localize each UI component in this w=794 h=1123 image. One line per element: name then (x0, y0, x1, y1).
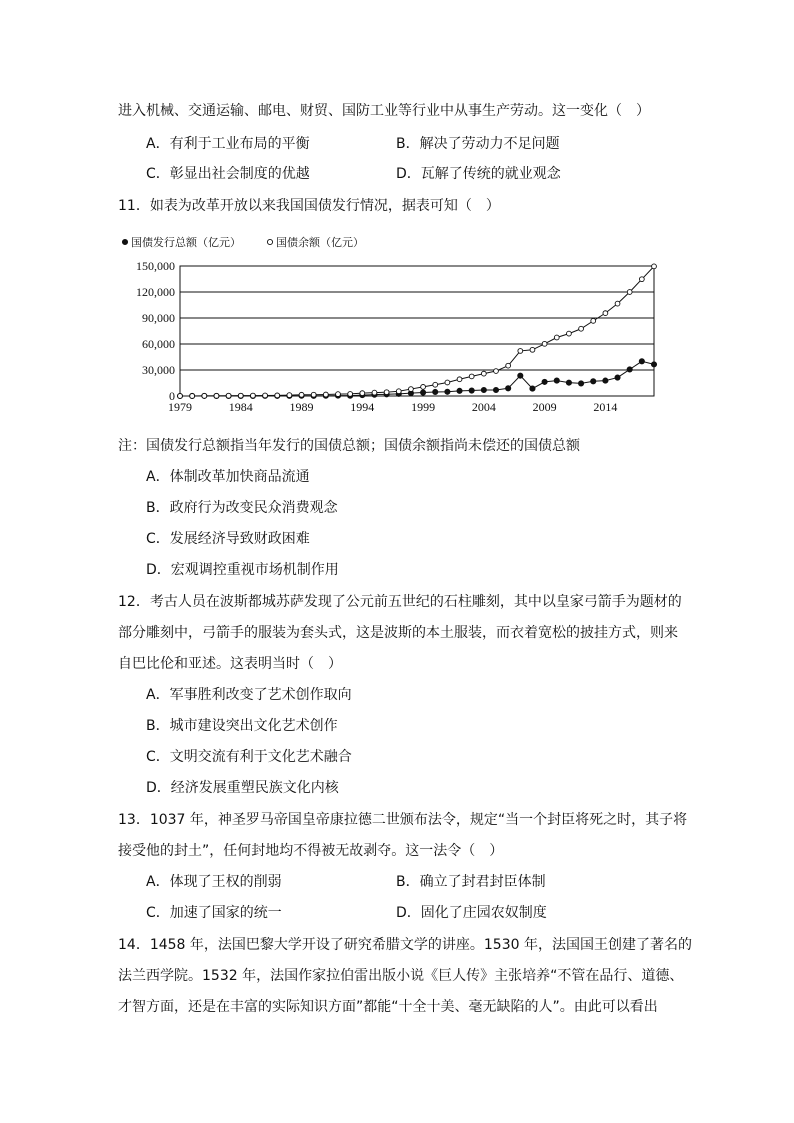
data-point (287, 393, 292, 398)
y-tick-label: 60,000 (142, 337, 175, 351)
option-d[interactable]: D．经济发展重塑民族文化内核 (146, 780, 339, 796)
x-tick-label: 1979 (168, 400, 192, 414)
legend-marker (122, 239, 127, 244)
data-point (639, 277, 644, 282)
legend-marker (267, 239, 272, 244)
y-tick-label: 90,000 (142, 311, 175, 325)
data-point (384, 390, 389, 395)
data-point (493, 387, 498, 392)
data-point (567, 331, 572, 336)
y-tick-label: 150,000 (136, 259, 175, 273)
data-point (396, 389, 401, 394)
x-tick-label: 1994 (350, 400, 375, 414)
data-point (348, 392, 353, 397)
x-tick-label: 2014 (593, 400, 618, 414)
data-point (275, 393, 280, 398)
option-c[interactable]: C．发展经济导致财政困难 (146, 531, 310, 547)
data-point (542, 341, 547, 346)
bond-chart (118, 230, 678, 420)
data-point (214, 393, 219, 398)
data-point (639, 359, 644, 364)
data-point (299, 392, 304, 397)
data-point (420, 390, 425, 395)
data-point (226, 393, 231, 398)
chart-svg (118, 230, 678, 420)
chart-axes (180, 266, 654, 396)
data-point (591, 318, 596, 323)
data-point (506, 363, 511, 368)
data-point (578, 381, 583, 386)
option-b[interactable]: B．政府行为改变民众消费观念 (146, 500, 338, 516)
question-13-line: 13．1037 年，神圣罗马帝国皇帝康拉德二世颁布法令，规定“当一个封臣将死之时，其子将 (118, 812, 688, 828)
x-tick-label: 1989 (289, 400, 314, 414)
option-d[interactable]: D．瓦解了传统的就业观念 (396, 166, 561, 182)
option-a[interactable]: A．军事胜利改变了艺术创作取向 (146, 687, 352, 703)
option-a[interactable]: A．体现了王权的削弱 (146, 874, 282, 890)
option-d[interactable]: D．宏观调控重视市场机制作用 (146, 562, 339, 578)
option-b[interactable]: B．解决了劳动力不足问题 (396, 136, 560, 152)
question-12-line: 12．考古人员在波斯都城苏萨发现了公元前五世纪的石柱雕刻，其中以皇家弓箭手为题材的 (118, 594, 682, 610)
data-point (336, 392, 341, 397)
x-tick-label: 1999 (411, 400, 436, 414)
data-point (566, 380, 571, 385)
data-point (323, 392, 328, 397)
y-tick-label: 30,000 (142, 363, 175, 377)
data-point (457, 377, 462, 382)
chart-grid (180, 266, 654, 396)
series-line-1 (180, 266, 654, 396)
data-point (554, 335, 559, 340)
data-point (469, 374, 474, 379)
data-point (238, 393, 243, 398)
data-point (518, 373, 523, 378)
data-point (251, 393, 256, 398)
data-point (263, 393, 268, 398)
x-tick-label: 2004 (471, 400, 496, 414)
data-point (603, 311, 608, 316)
question-12-line: 自巴比伦和亚述。这表明当时（ ） (118, 656, 342, 672)
series-line-0 (180, 361, 654, 396)
data-point (652, 264, 657, 269)
data-point (651, 362, 656, 367)
data-point (445, 380, 450, 385)
data-point (554, 378, 559, 383)
data-point (506, 386, 511, 391)
data-point (530, 347, 535, 352)
x-tick-label: 1984 (228, 400, 253, 414)
chart-series (177, 264, 656, 399)
chart-legend (122, 235, 364, 249)
data-point (311, 392, 316, 397)
option-c[interactable]: C．彰显出社会制度的优越 (146, 166, 310, 182)
question-14-line: 才智方面，还是在丰富的实际知识方面”都能“十全十美、毫无缺陷的人”。由此可以看出 (118, 999, 658, 1015)
data-point (481, 371, 486, 376)
option-b[interactable]: B．确立了封君封臣体制 (396, 874, 546, 890)
data-point (627, 290, 632, 295)
question-text-line: 进入机械、交通运输、邮电、财贸、国防工业等行业中从事生产劳动。这一变化（ ） (118, 103, 650, 119)
option-c[interactable]: C．文明交流有利于文化艺术融合 (146, 749, 352, 765)
data-point (542, 379, 547, 384)
chart-ticks (136, 259, 617, 414)
data-point (457, 388, 462, 393)
data-point (615, 301, 620, 306)
data-point (469, 388, 474, 393)
data-point (627, 367, 632, 372)
y-tick-label: 120,000 (136, 285, 175, 299)
option-a[interactable]: A．体制改革加快商品流通 (146, 469, 310, 485)
question-14-line: 14．1458 年，法国巴黎大学开设了研究希腊文学的讲座。1530 年，法国国王创建了著名的 (118, 937, 692, 953)
data-point (178, 394, 183, 399)
data-point (202, 393, 207, 398)
data-point (615, 375, 620, 380)
data-point (481, 387, 486, 392)
option-d[interactable]: D．固化了庄园农奴制度 (396, 905, 547, 921)
data-point (445, 389, 450, 394)
question-14-line: 法兰西学院。1532 年，法国作家拉伯雷出版小说《巨人传》主张培养“不管在品行、道德、 (118, 968, 684, 984)
data-point (190, 394, 195, 399)
question-12-line: 部分雕刻中，弓箭手的服装为套头式，这是波斯的本土服装，而衣着宽松的披挂方式，则来 (118, 625, 678, 641)
data-point (579, 326, 584, 331)
data-point (603, 378, 608, 383)
question-11-stem: 11．如表为改革开放以来我国国债发行情况，据表可知（ ） (118, 198, 500, 214)
data-point (433, 382, 438, 387)
data-point (433, 389, 438, 394)
y-tick-label: 0 (169, 389, 175, 403)
x-tick-label: 2009 (532, 400, 557, 414)
option-c[interactable]: C．加速了国家的统一 (146, 905, 282, 921)
option-b[interactable]: B．城市建设突出文化艺术创作 (146, 718, 338, 734)
legend-label: 国债发行总额（亿元） (131, 237, 241, 249)
data-point (494, 369, 499, 374)
plot-frame (180, 266, 654, 396)
data-point (518, 349, 523, 354)
data-point (530, 386, 535, 391)
data-point (409, 387, 414, 392)
data-point (360, 391, 365, 396)
question-13-line: 接受他的封土”，任何封地均不得被无故剥夺。这一法令（ ） (118, 843, 504, 859)
data-point (372, 390, 377, 395)
option-a[interactable]: A．有利于工业布局的平衡 (146, 136, 310, 152)
data-point (591, 379, 596, 384)
question-11-note: 注：国债发行总额指当年发行的国债总额；国债余额指尚未偿还的国债总额 (118, 438, 580, 454)
legend-label: 国债余额（亿元） (276, 237, 364, 249)
data-point (421, 385, 426, 390)
